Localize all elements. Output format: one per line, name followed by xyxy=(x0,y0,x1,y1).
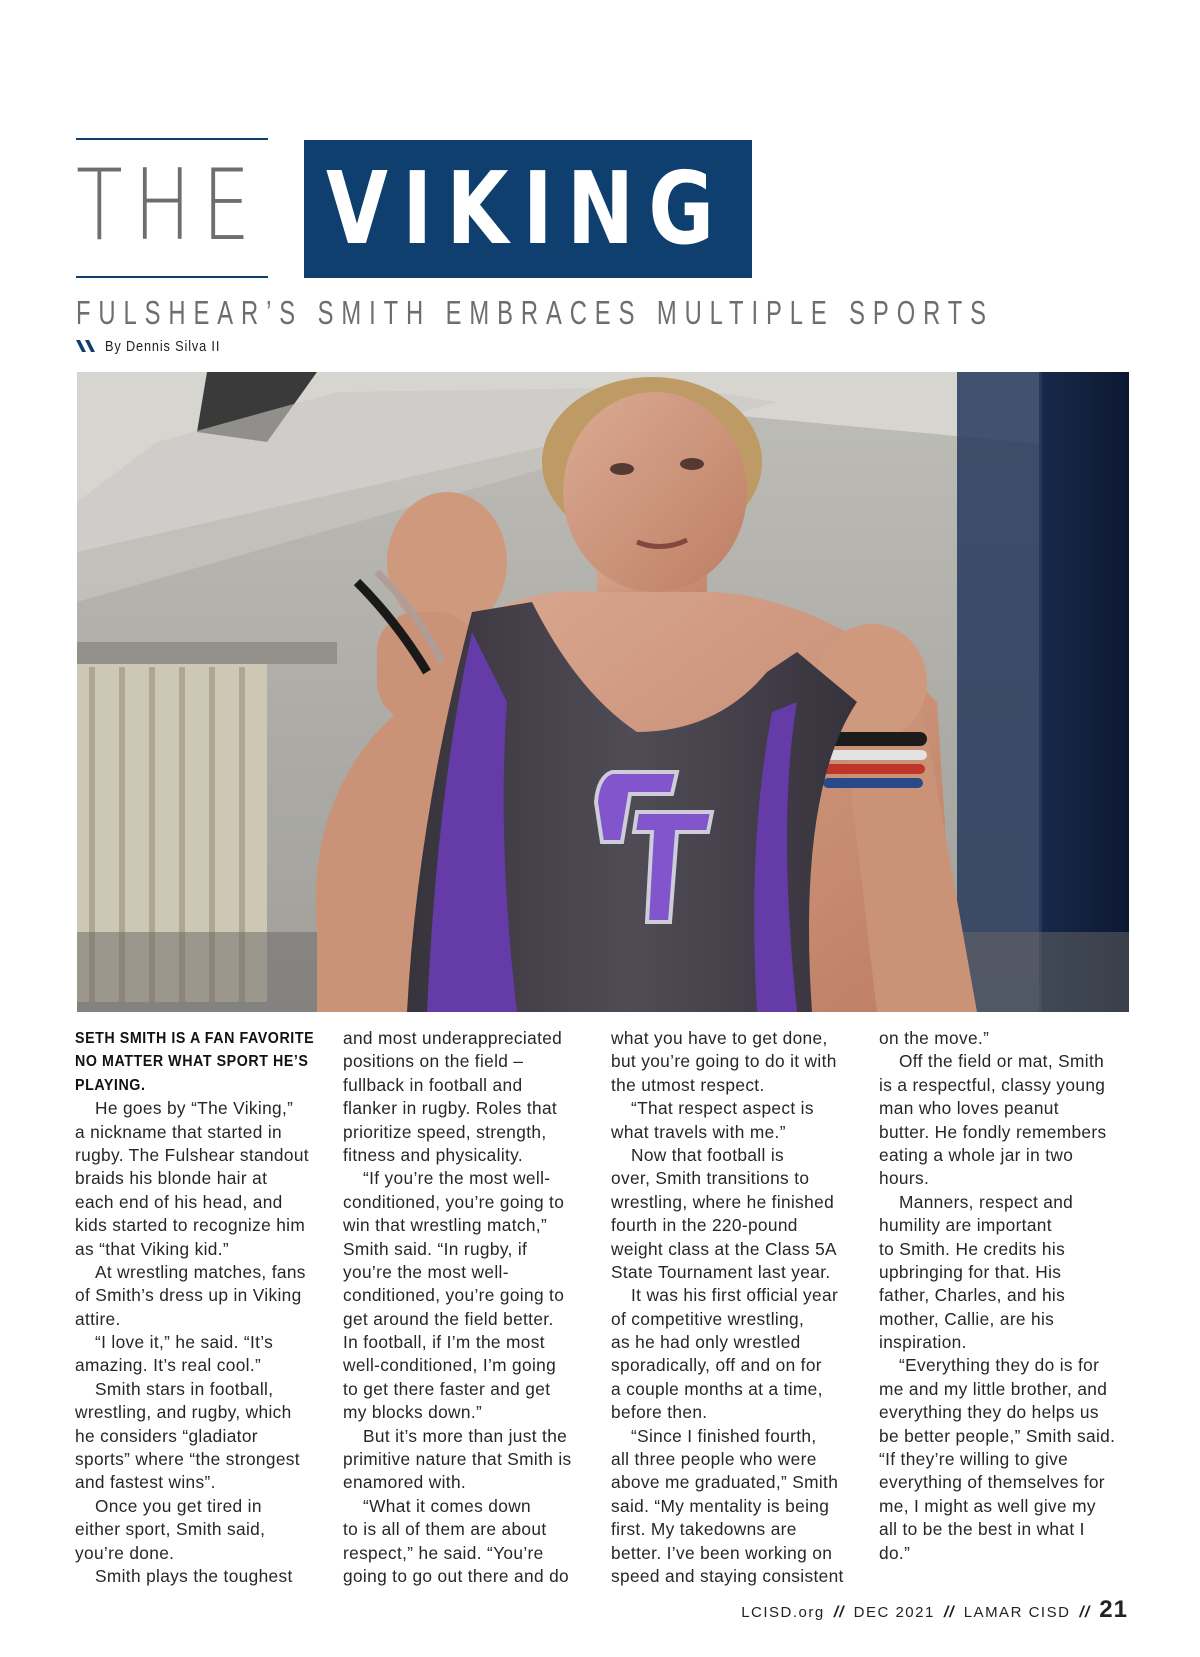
article-text-line: sporadically, off and on for xyxy=(611,1355,822,1376)
article-text-line: all to be the best in what I xyxy=(879,1519,1085,1540)
article-text-line: said. “My mentality is being xyxy=(611,1495,830,1516)
article-lead-line: PLAYING. xyxy=(75,1076,146,1094)
article-text-line: on the move.” xyxy=(879,1028,990,1048)
article-text-line: is a respectful, classy young xyxy=(879,1074,1106,1095)
article-text-line: before then. xyxy=(611,1402,708,1423)
page-footer xyxy=(741,1596,1128,1622)
article-text-line: what travels with me.” xyxy=(611,1121,786,1142)
article-text-line: sports” where “the strongest xyxy=(75,1449,300,1470)
article-text-line: fitness and physicality. xyxy=(343,1144,524,1165)
article-text-line: “Since I finished fourth, xyxy=(631,1425,817,1446)
article-text-line: and most underappreciated xyxy=(343,1028,563,1048)
article-text-line: eating a whole jar in two xyxy=(879,1144,1074,1165)
article-text-line: positions on the field – xyxy=(343,1051,524,1072)
article-text-line: primitive nature that Smith is xyxy=(343,1449,572,1470)
page-number: 21 xyxy=(1099,1596,1128,1623)
article-lead-line: NO MATTER WHAT SPORT HE’S xyxy=(75,1053,309,1071)
article-text-line: first. My takedowns are xyxy=(611,1519,797,1540)
article-column-2 xyxy=(343,1027,593,1588)
byline xyxy=(76,336,241,356)
article-text-line: He goes by “The Viking,” xyxy=(95,1098,294,1119)
byline-author: By Dennis Silva II xyxy=(105,337,221,355)
article-text-line: over, Smith transitions to xyxy=(611,1168,810,1189)
footer-separator: // xyxy=(1079,1604,1091,1621)
article-text-line: amazing. It’s real cool.” xyxy=(75,1355,262,1376)
footer-separator: // xyxy=(833,1604,845,1621)
article-text-line: kids started to recognize him xyxy=(75,1215,306,1236)
article-text-line: of competitive wrestling, xyxy=(611,1308,805,1329)
article-text-line: “I love it,” he said. “It’s xyxy=(95,1332,274,1353)
article-column-1 xyxy=(75,1027,325,1588)
article-text-line: rugby. The Fulshear standout xyxy=(75,1144,309,1165)
bottom-rule xyxy=(76,276,268,278)
article-text-line: either sport, Smith said, xyxy=(75,1519,266,1540)
article-text-line: “If you’re the most well- xyxy=(363,1168,551,1189)
article-text-line: better. I’ve been working on xyxy=(611,1542,833,1563)
article-text-line: fourth in the 220-pound xyxy=(611,1215,798,1236)
article-text-line: flanker in rugby. Roles that xyxy=(343,1098,558,1119)
article-text-line: attire. xyxy=(75,1308,121,1329)
article-text-line: wrestling, where he finished xyxy=(611,1191,835,1212)
article-text-line: man who loves peanut xyxy=(879,1098,1059,1119)
article-text-line: speed and staying consistent xyxy=(611,1565,844,1586)
athlete-photo-illustration xyxy=(77,372,1129,1012)
article-text-line: weight class at the Class 5A xyxy=(611,1238,837,1259)
headline-word-viking: VIKING xyxy=(326,150,729,267)
article-text-line: “What it comes down xyxy=(363,1495,531,1516)
article-text-line: me and my little brother, and xyxy=(879,1378,1108,1399)
article-text-line: as “that Viking kid.” xyxy=(75,1238,229,1259)
article-text-line: upbringing for that. His xyxy=(879,1261,1062,1282)
headline-the xyxy=(76,136,268,282)
article-text-line: to Smith. He credits his xyxy=(879,1238,1066,1259)
article-text-line: humility are important xyxy=(879,1215,1052,1236)
article-text-line: what you have to get done, xyxy=(611,1028,828,1048)
footer-site: LCISD.org xyxy=(741,1604,825,1621)
article-column-4 xyxy=(879,1027,1129,1565)
article-text-line: you’re done. xyxy=(75,1542,175,1563)
article-text-line: get around the field better. xyxy=(343,1308,554,1329)
article-text-line: to is all of them are about xyxy=(343,1519,547,1540)
athlete-photo xyxy=(77,372,1129,1012)
article-text-line: a nickname that started in xyxy=(75,1121,282,1142)
article-text-line: butter. He fondly remembers xyxy=(879,1121,1107,1142)
article-text-line: a couple months at a time, xyxy=(611,1378,823,1399)
article-text-line: be better people,” Smith said. xyxy=(879,1425,1116,1446)
article-text-line: respect,” he said. “You’re xyxy=(343,1542,544,1563)
article-text-line: and fastest wins”. xyxy=(75,1472,216,1493)
article-text-line: everything of themselves for xyxy=(879,1472,1105,1493)
footer-issue: DEC 2021 xyxy=(853,1604,935,1621)
article-text-line: each end of his head, and xyxy=(75,1191,283,1212)
article-text-line: Smith said. “In rugby, if xyxy=(343,1238,528,1259)
article-text-line: but you’re going to do it with xyxy=(611,1051,837,1072)
article-text-line: enamored with. xyxy=(343,1472,467,1493)
article-text-line: Smith stars in football, xyxy=(95,1378,274,1399)
subheadline: FULSHEAR’S SMITH EMBRACES MULTIPLE SPORTS xyxy=(76,294,994,331)
article-text-line: father, Charles, and his xyxy=(879,1285,1066,1306)
article-text-line: “If they’re willing to give xyxy=(879,1449,1069,1470)
article-text-line: conditioned, you’re going to xyxy=(343,1285,565,1306)
headline-word-the: THE xyxy=(76,149,262,263)
footer-publication: LAMAR CISD xyxy=(963,1604,1071,1621)
article-text-line: he considers “gladiator xyxy=(75,1425,258,1446)
headline xyxy=(76,136,776,282)
article-text-line: mother, Callie, are his xyxy=(879,1308,1055,1329)
article-text-line: win that wrestling match,” xyxy=(343,1215,548,1236)
article-text-line: Off the field or mat, Smith xyxy=(899,1051,1105,1072)
article-text-line: my blocks down.” xyxy=(343,1402,483,1423)
article-text-line: In football, if I’m the most xyxy=(343,1332,545,1353)
article-text-line: braids his blonde hair at xyxy=(75,1168,268,1189)
article-text-line: conditioned, you’re going to xyxy=(343,1191,565,1212)
article-text-line: State Tournament last year. xyxy=(611,1261,831,1282)
article-text-line: do.” xyxy=(879,1542,911,1563)
article-text-line: me, I might as well give my xyxy=(879,1495,1096,1516)
article-text-line: Smith plays the toughest xyxy=(95,1565,293,1586)
article-text-line: hours. xyxy=(879,1168,930,1189)
article-lead-line: SETH SMITH IS A FAN FAVORITE xyxy=(75,1030,315,1047)
article-text-line: prioritize speed, strength, xyxy=(343,1121,547,1142)
article-text-line: everything they do helps us xyxy=(879,1402,1099,1423)
article-text-line: all three people who were xyxy=(611,1449,817,1470)
article-text-line: you’re the most well- xyxy=(343,1261,509,1282)
headline-viking-box xyxy=(304,140,752,278)
article-text-line: above me graduated,” Smith xyxy=(611,1472,839,1493)
article-text-line: as he had only wrestled xyxy=(611,1332,801,1353)
article-body xyxy=(75,1027,1135,1587)
article-text-line: well-conditioned, I’m going xyxy=(343,1355,557,1376)
article-text-line: to get there faster and get xyxy=(343,1378,551,1399)
article-text-line: the utmost respect. xyxy=(611,1074,765,1095)
article-text-line: going to go out there and do xyxy=(343,1565,569,1586)
footer-separator: // xyxy=(943,1604,955,1621)
article-text-line: fullback in football and xyxy=(343,1074,523,1095)
article-text-line: It was his first official year xyxy=(631,1285,839,1306)
article-text-line: At wrestling matches, fans xyxy=(95,1261,306,1282)
top-rule xyxy=(76,138,268,140)
article-column-3 xyxy=(611,1027,861,1588)
article-text-line: wrestling, and rugby, which xyxy=(75,1402,292,1423)
article-text-line: Manners, respect and xyxy=(899,1191,1074,1212)
article-text-line: Now that football is xyxy=(631,1144,785,1165)
article-text-line: “That respect aspect is xyxy=(631,1098,814,1119)
article-text-line: Once you get tired in xyxy=(95,1495,262,1516)
article-text-line: of Smith’s dress up in Viking xyxy=(75,1285,302,1306)
article-text-line: “Everything they do is for xyxy=(899,1355,1100,1376)
article-text-line: But it’s more than just the xyxy=(363,1425,568,1446)
slash-marks-icon xyxy=(76,338,98,354)
article-text-line: inspiration. xyxy=(879,1332,967,1353)
